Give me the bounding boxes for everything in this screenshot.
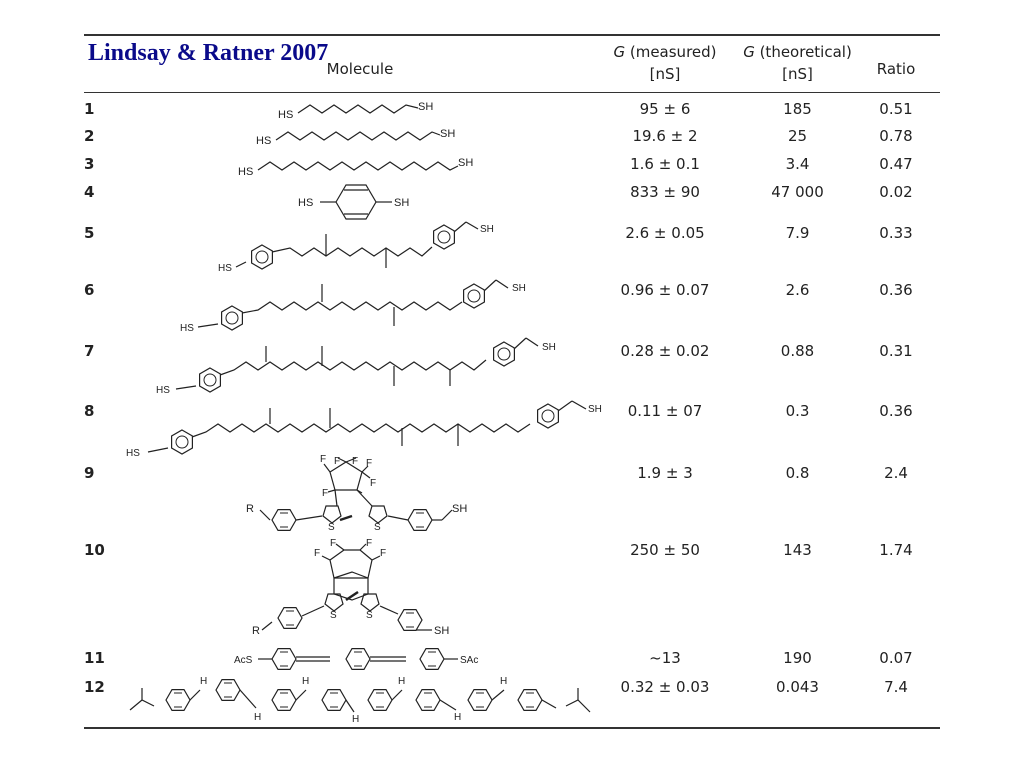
label-n: H — [454, 712, 462, 723]
row-number: 7 — [84, 342, 95, 360]
label-n: H — [254, 712, 262, 723]
label-r: R — [246, 503, 254, 515]
row-number: 8 — [84, 402, 95, 420]
label-s: S — [366, 610, 373, 621]
measured-value: 19.6 ± 2 — [632, 127, 698, 145]
measured-value: 95 ± 6 — [639, 100, 691, 118]
theoretical-value: 2.6 — [785, 281, 810, 299]
measured-value: 1.9 ± 3 — [637, 464, 693, 482]
ratio-value: 0.47 — [879, 155, 913, 173]
measured-value: 833 ± 90 — [630, 183, 700, 201]
ratio-value: 0.51 — [879, 100, 913, 118]
label-sac: SAc — [460, 655, 479, 666]
ratio-value: 0.07 — [879, 649, 913, 667]
structure-10 — [262, 544, 432, 630]
header-theoretical-unit: [nS] — [782, 65, 813, 83]
label-hs: HS — [298, 197, 314, 209]
structure-5 — [236, 222, 478, 269]
label-sh: SH — [542, 342, 556, 353]
label-sh: SH — [480, 224, 494, 235]
label-hs: HS — [238, 166, 254, 178]
ratio-value: 1.74 — [879, 541, 913, 559]
theoretical-value: 0.3 — [785, 402, 810, 420]
measured-value: 250 ± 50 — [630, 541, 700, 559]
row-number: 12 — [84, 678, 105, 696]
header-g-symbol-2: G — [743, 43, 755, 61]
row-number: 6 — [84, 281, 95, 299]
label-sh: SH — [440, 128, 456, 140]
label-f: F — [314, 548, 321, 559]
structure-11 — [258, 649, 458, 670]
label-hs: HS — [180, 323, 194, 334]
ratio-value: 0.02 — [879, 183, 913, 201]
row-number: 10 — [84, 541, 105, 559]
label-n: H — [500, 676, 508, 687]
label-s: S — [374, 522, 381, 533]
label-hs: HS — [126, 448, 140, 459]
ratio-value: 0.33 — [879, 224, 913, 242]
label-f: F — [370, 478, 377, 489]
structure-8 — [148, 401, 586, 454]
label-sh: SH — [512, 283, 526, 294]
theoretical-value: 0.043 — [776, 678, 819, 696]
label-n: H — [302, 676, 310, 687]
theoretical-value: 190 — [783, 649, 812, 667]
row-number: 2 — [84, 127, 95, 145]
label-sh: SH — [418, 101, 434, 113]
label-f: F — [334, 456, 341, 467]
measured-value: 0.11 ± 07 — [627, 402, 703, 420]
header-measured-unit: [nS] — [649, 65, 681, 83]
label-f: F — [320, 454, 327, 465]
measured-value: 2.6 ± 0.05 — [625, 224, 705, 242]
theoretical-value: 7.9 — [785, 224, 810, 242]
ratio-value: 7.4 — [884, 678, 908, 696]
structure-3 — [258, 162, 458, 170]
label-f: F — [322, 488, 329, 499]
label-hs: HS — [156, 385, 170, 396]
measured-value: 0.32 ± 0.03 — [620, 678, 710, 696]
structure-1 — [298, 105, 418, 113]
label-r: R — [252, 625, 260, 637]
theoretical-value: 25 — [787, 127, 808, 145]
label-n: H — [352, 714, 360, 725]
measured-value: 0.28 ± 0.02 — [620, 342, 710, 360]
measured-value: 0.96 ± 0.07 — [620, 281, 710, 299]
ratio-value: 0.36 — [879, 281, 913, 299]
label-acs: AcS — [234, 655, 253, 666]
header-measured-label: (measured) — [625, 43, 717, 61]
row-number: 4 — [84, 183, 95, 201]
label-n: H — [398, 676, 406, 687]
measured-value: 1.6 ± 0.1 — [630, 155, 700, 173]
theoretical-value: 185 — [783, 100, 812, 118]
theoretical-value: 143 — [783, 541, 812, 559]
label-sh: SH — [434, 625, 450, 637]
structure-6 — [198, 280, 508, 330]
theoretical-value: 0.88 — [780, 342, 815, 360]
ratio-value: 0.78 — [879, 127, 913, 145]
label-f: F — [352, 456, 359, 467]
row-number: 3 — [84, 155, 95, 173]
label-hs: HS — [218, 263, 232, 274]
header-molecule-label: Molecule — [326, 60, 394, 78]
row-number: 5 — [84, 224, 95, 242]
ratio-value: 0.31 — [879, 342, 913, 360]
label-f: F — [366, 538, 373, 549]
label-f: F — [366, 458, 373, 469]
ratio-value: 2.4 — [884, 464, 908, 482]
label-f: F — [330, 538, 337, 549]
theoretical-value: 47 000 — [771, 183, 824, 201]
label-hs: HS — [256, 135, 272, 147]
label-hs: HS — [278, 109, 294, 121]
structure-2 — [276, 132, 440, 140]
measured-value: ~13 — [649, 649, 681, 667]
label-s: S — [330, 610, 337, 621]
header-ratio-label: Ratio — [876, 60, 916, 78]
label-sh: SH — [458, 157, 474, 169]
ratio-value: 0.36 — [879, 402, 913, 420]
header-g-symbol: G — [613, 43, 626, 61]
slide-title: Lindsay & Ratner 2007 — [88, 40, 329, 66]
header-theoretical-label: (theoretical) — [754, 43, 852, 61]
theoretical-value: 0.8 — [785, 464, 810, 482]
structure-4 — [320, 185, 392, 219]
structure-9 — [260, 458, 452, 530]
label-n: H — [200, 676, 208, 687]
label-sh: SH — [588, 404, 602, 415]
row-number: 11 — [84, 649, 105, 667]
row-number: 9 — [84, 464, 95, 482]
label-sh: SH — [452, 503, 468, 515]
structure-12 — [130, 680, 590, 712]
label-s: S — [328, 522, 335, 533]
theoretical-value: 3.4 — [785, 155, 810, 173]
label-f: F — [380, 548, 387, 559]
structure-7 — [176, 338, 538, 392]
row-number: 1 — [84, 100, 95, 118]
label-sh: SH — [394, 197, 410, 209]
